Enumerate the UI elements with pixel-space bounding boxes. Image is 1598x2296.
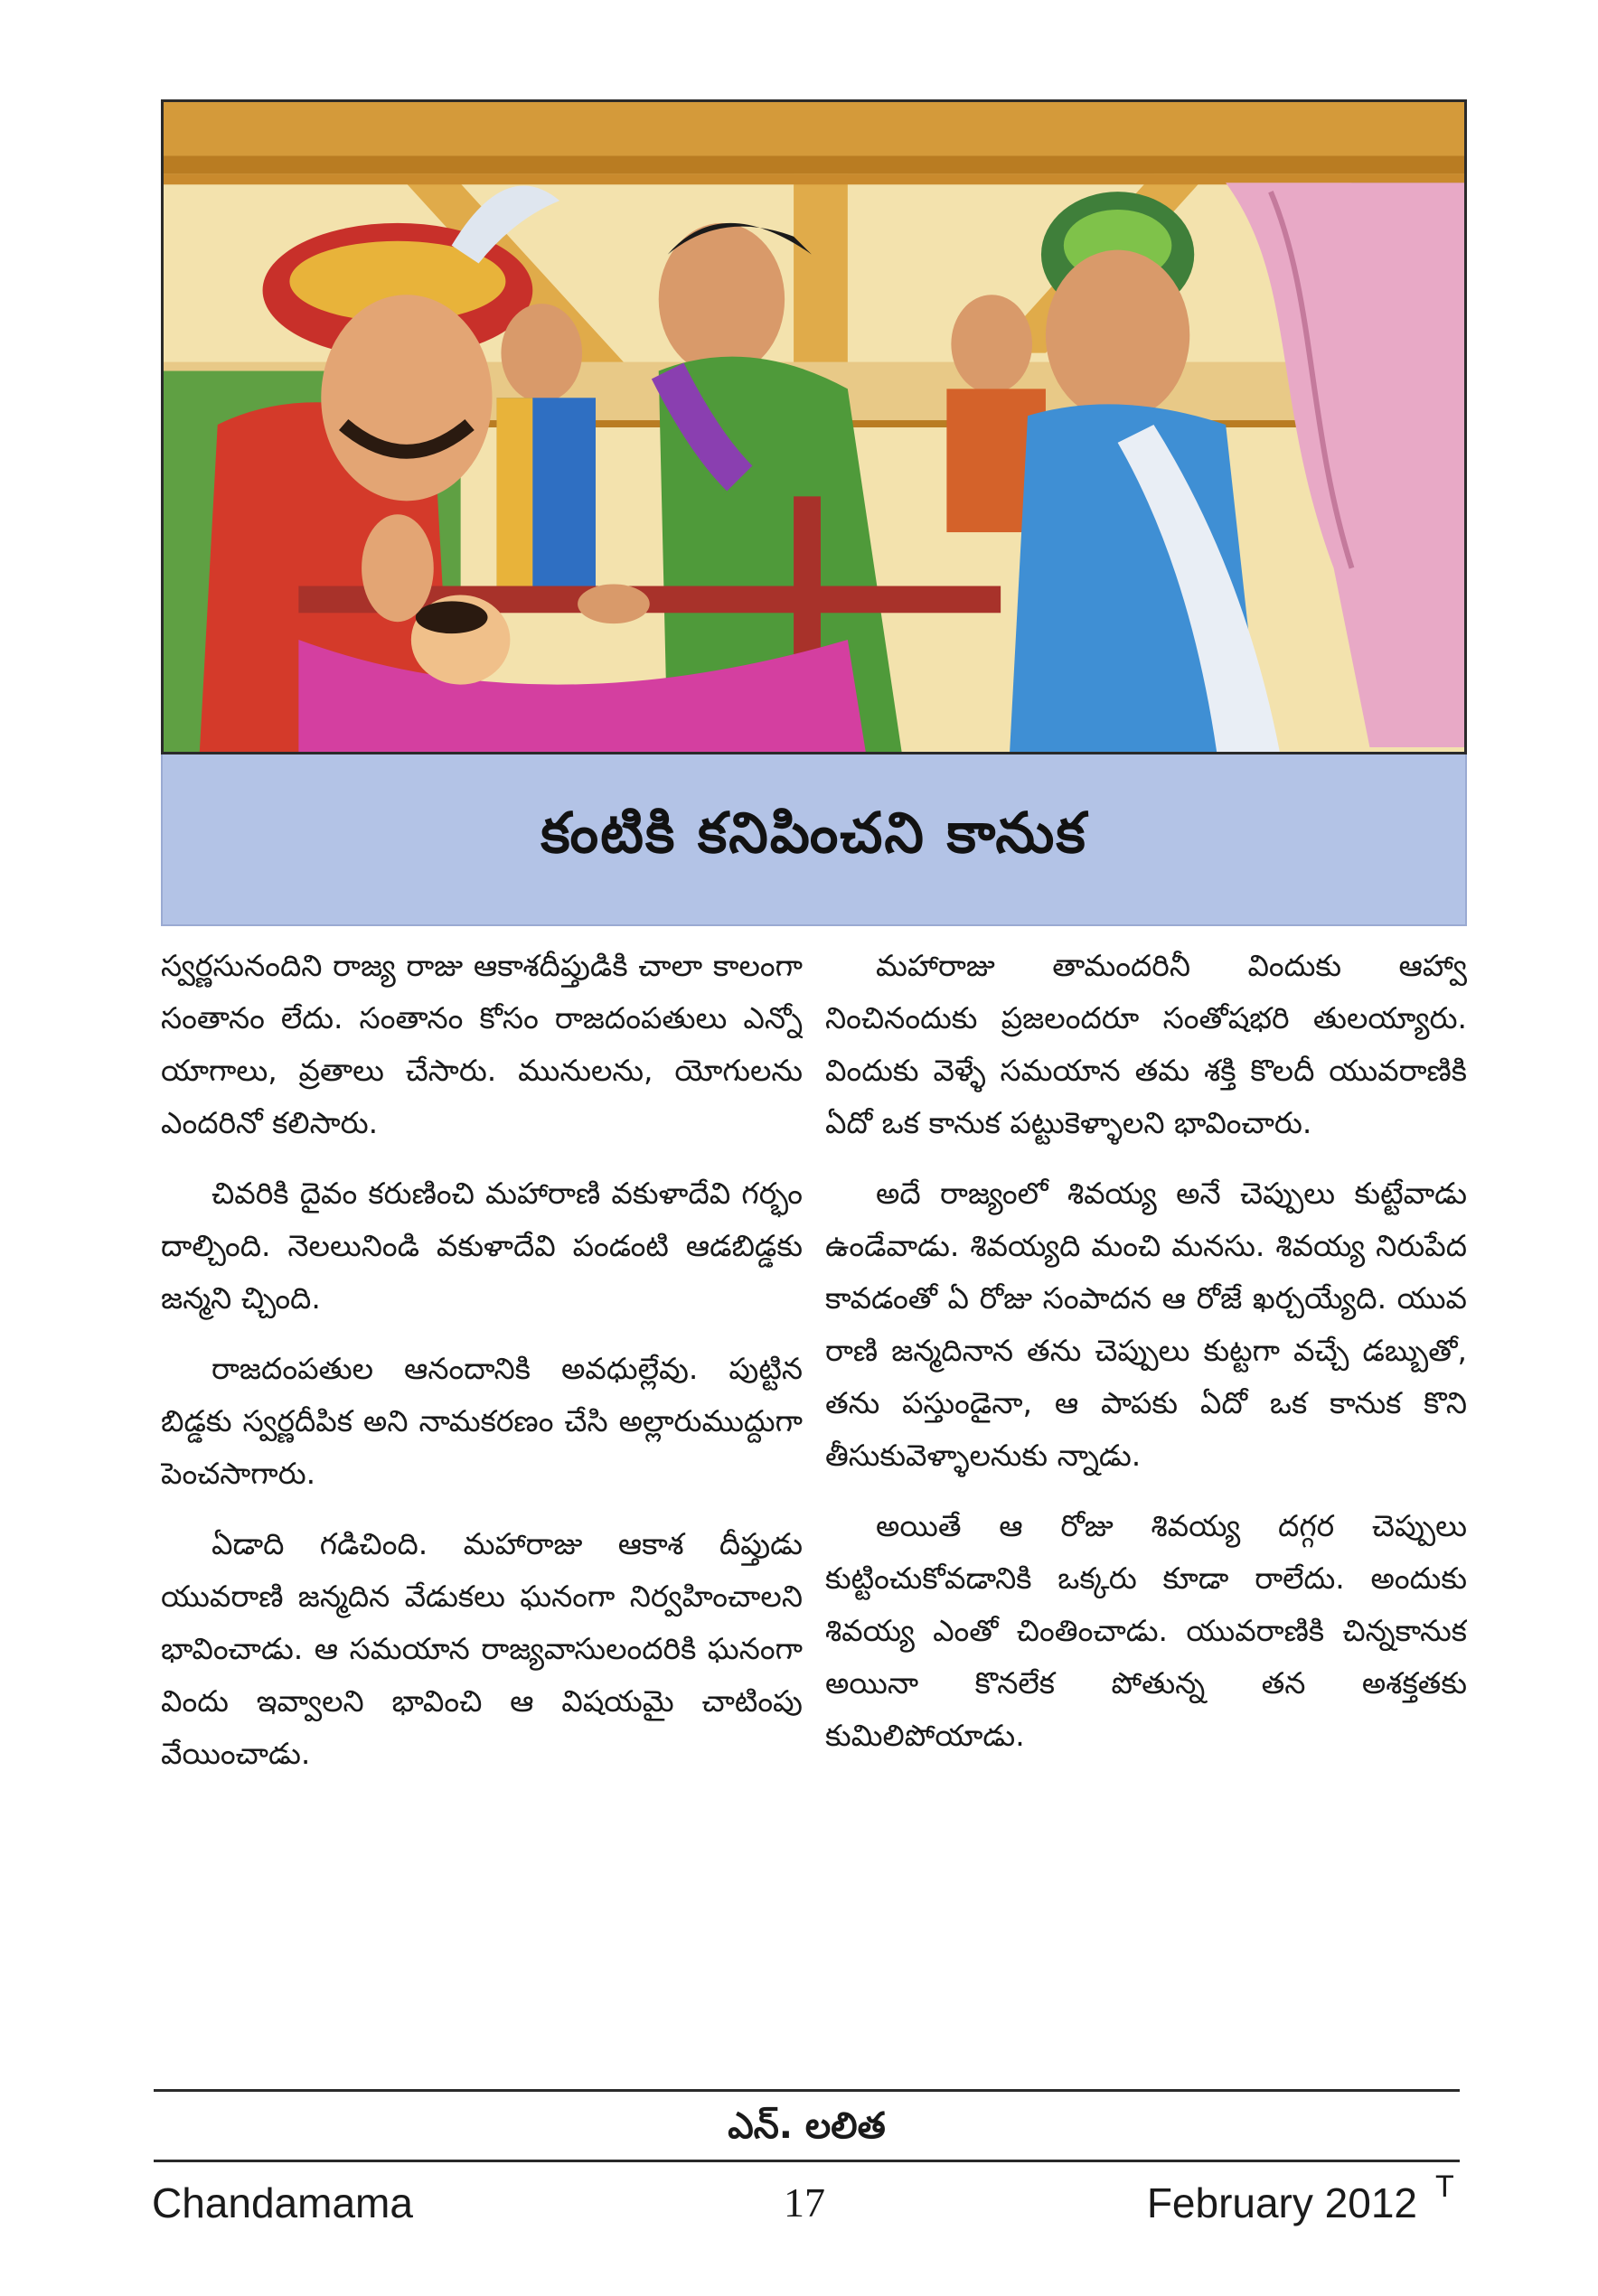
paragraph: అయితే ఆ రోజు శివయ్య దగ్గర చెప్పులు కుట్టించుకోవడానికి ఒక్కరు కూడా రాలేదు. అందుకు శివయ్య ఎంతో చింతించాడు. యువరాణికి చిన్నకానుక అయినా కొనలేక పోతున్న తన అశక్తతకు కుమిలిపోయాడు. xyxy=(825,1508,1467,1753)
paragraph: స్వర్ణసునందిని రాజ్య రాజు ఆకాశదీప్తుడికి చాలా కాలంగా సంతానం లేదు. సంతానం కోసం రాజదంపతులు ఎన్నో యాగాలు, వ్రతాలు చేసారు. మునులను, యోగులను ఎందరినో కలిసారు. xyxy=(161,948,803,1140)
footer-page-number: 17 xyxy=(784,2179,825,2226)
left-column xyxy=(161,940,803,2065)
paragraph: అదే రాజ్యంలో శివయ్య అనే చెప్పులు కుట్టేవాడు ఉండేవాడు. శివయ్యది మంచి మనసు. శివయ్య నిరుపేద కావడంతో ఏ రోజు సంపాదన ఆ రోజే ఖర్చయ్యేది. యువ రాణి జన్మదినాన తను చెప్పులు కుట్టగా వచ్చే డబ్బుతో, తను పస్తుండైనా, ఆ పాపకు ఏదో ఒక కానుక కొని తీసుకువెళ్ళాలనుకు న్నాడు. xyxy=(825,1176,1467,1473)
story-illustration xyxy=(161,99,1467,754)
royal-nursery-scene-illustration xyxy=(164,102,1464,752)
footer-issue-date: February 2012 xyxy=(1146,2179,1417,2226)
paragraph: చివరికి దైవం కరుణించి మహారాణి వకుళాదేవి గర్భం దాల్చింది. నెలలునిండి వకుళాదేవి పండంటి ఆడబిడ్డకు జన్మని చ్చింది. xyxy=(161,1176,803,1316)
author-name: ఎన్. లలిత xyxy=(728,2105,886,2147)
divider-top xyxy=(154,2089,1460,2092)
story-title: కంటికి కనిపించని కానుక xyxy=(540,800,1087,866)
divider-bottom xyxy=(154,2160,1460,2162)
paragraph: రాజదంపతుల ఆనందానికి అవధుల్లేవు. పుట్టిన బిడ్డకు స్వర్ణదీపిక అని నామకరణం చేసి అల్లారుముద్దుగా పెంచసాగారు. xyxy=(161,1351,803,1491)
paragraph: ఏడాది గడిచింది. మహారాజు ఆకాశ దీప్తుడు యువరాణి జన్మదిన వేడుకలు ఘనంగా నిర్వహించాలని భావించాడు. ఆ సమయాన రాజ్యవాసులందరికి ఘనంగా విందు ఇవ్వాలని భావించి ఆ విషయమై చాటింపు వేయించాడు. xyxy=(161,1526,803,1771)
paragraph: మహారాజు తామందరినీ విందుకు ఆహ్వా నించినందుకు ప్రజలందరూ సంతోషభరి తులయ్యారు. విందుకు వెళ్ళే సమయాన తమ శక్తి కొలదీ యువరాణికి ఏదో ఒక కానుక పట్టుకెళ్ళాలని భావించారు. xyxy=(825,948,1467,1140)
right-column xyxy=(825,940,1467,2065)
title-band xyxy=(161,754,1467,926)
footer-mark: T xyxy=(1435,2169,1454,2204)
footer-magazine-name: Chandamama xyxy=(152,2179,413,2226)
